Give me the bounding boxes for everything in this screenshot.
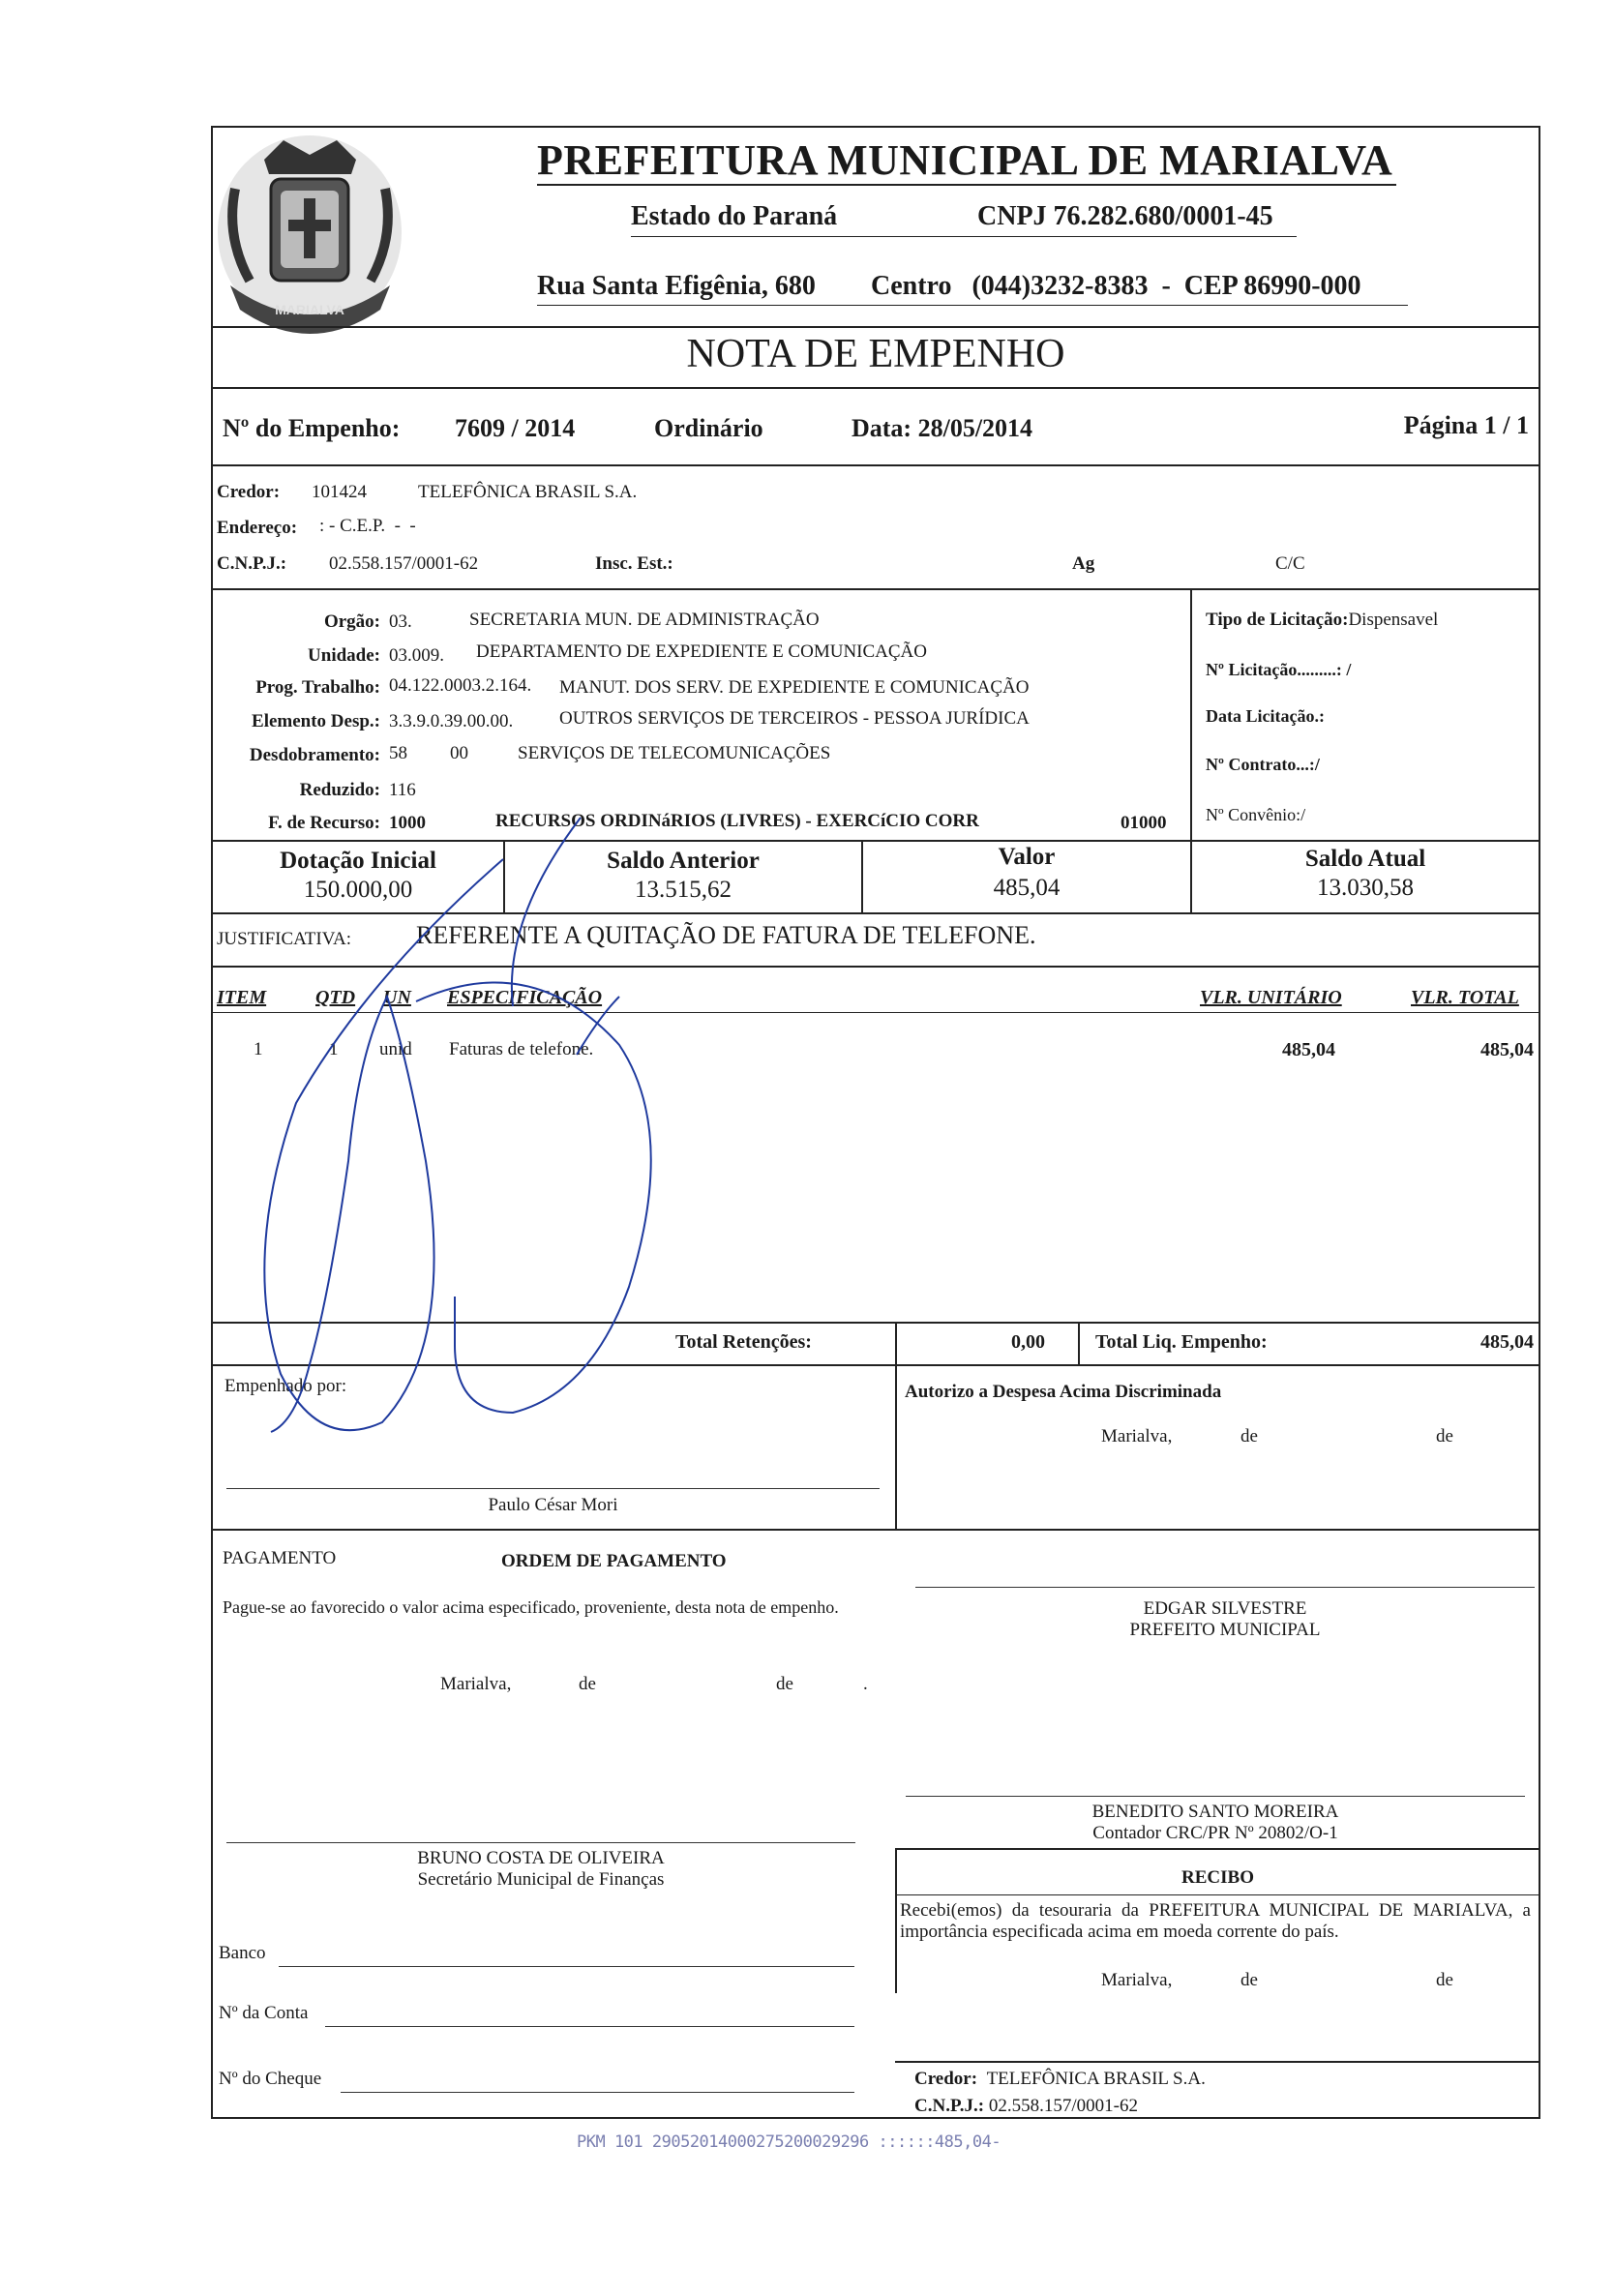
elemento-name: OUTROS SERVIÇOS DE TERCEIROS - PESSOA JURÍDICA xyxy=(559,708,1030,729)
page-indicator: Página 1 / 1 xyxy=(1403,411,1529,439)
street-address: Rua Santa Efigênia, 680 xyxy=(537,271,816,301)
agency-label: Ag xyxy=(1072,553,1095,574)
tipo-licitacao: Tipo de Licitação:Dispensavel xyxy=(1206,610,1439,630)
state-name: Estado do Paraná xyxy=(631,201,838,231)
credor-label: Credor: xyxy=(217,482,281,502)
pagamento-de1: de xyxy=(579,1674,596,1694)
orgao-code: 03. xyxy=(389,611,412,632)
autorizo-de1: de xyxy=(1240,1426,1258,1446)
recibo-place: Marialva, xyxy=(1101,1970,1173,1990)
address-label: Endereço: xyxy=(217,518,298,538)
reduzido-label: Reduzido: xyxy=(299,780,380,800)
empenho-date: Data: 28/05/2014 xyxy=(852,414,1033,442)
empenhado-name: Paulo César Mori xyxy=(488,1495,618,1515)
saldo-atual-value: 13.030,58 xyxy=(1317,875,1414,901)
col-un: UN xyxy=(383,987,411,1008)
row-item: 1 xyxy=(254,1039,263,1059)
empenho-number-label: Nº do Empenho: xyxy=(223,414,401,442)
row-total: 485,04 xyxy=(1480,1039,1534,1060)
numero-convenio: Nº Convênio:/ xyxy=(1206,805,1306,824)
autorizo-de2: de xyxy=(1436,1426,1453,1446)
prog-trabalho-name: MANUT. DOS SERV. DE EXPEDIENTE E COMUNICAÇÃO xyxy=(559,677,1030,698)
data-licitacao: Data Licitação.: xyxy=(1206,706,1325,726)
conta-label: Nº da Conta xyxy=(219,2003,309,2023)
col-item: ITEM xyxy=(217,987,267,1008)
cheque-label: Nº do Cheque xyxy=(219,2069,322,2089)
autorizo-label: Autorizo a Despesa Acima Discriminada xyxy=(905,1382,1222,1402)
rodape-cnpj: C.N.P.J.: 02.558.157/0001-62 xyxy=(914,2096,1138,2116)
valor-value: 485,04 xyxy=(993,875,1061,901)
prefeito-title: PREFEITO MUNICIPAL xyxy=(1129,1620,1321,1640)
autorizo-place: Marialva, xyxy=(1101,1426,1173,1446)
recurso-code: 1000 xyxy=(389,813,426,833)
secretario-name: BRUNO COSTA DE OLIVEIRA xyxy=(417,1848,665,1868)
retencoes-value: 0,00 xyxy=(1011,1331,1045,1353)
empenho-number: 7609 / 2014 xyxy=(455,414,576,442)
rodape-credor: Credor: TELEFÔNICA BRASIL S.A. xyxy=(914,2069,1206,2089)
numero-contrato: Nº Contrato...:/ xyxy=(1206,755,1320,774)
dotacao-value: 150.000,00 xyxy=(303,877,413,903)
recibo-text: Recebi(emos) da tesouraria da PREFEITURA MUNICIPAL DE MARIALVA, a importância especificada acima em moeda corrente do país. xyxy=(900,1900,1531,1942)
municipality-cnpj: CNPJ 76.282.680/0001-45 xyxy=(977,201,1273,231)
row-desc: Faturas de telefone. xyxy=(449,1039,594,1059)
col-vlr-total: VLR. TOTAL xyxy=(1411,987,1519,1008)
recurso-name: RECURSOS ORDINáRIOS (LIVRES) - EXERCíCIO CORR xyxy=(495,811,979,831)
ordem-pagamento-label: ORDEM DE PAGAMENTO xyxy=(501,1551,727,1571)
unidade-label: Unidade: xyxy=(308,645,380,666)
district-phone-cep: Centro (044)3232-8383 - CEP 86990-000 xyxy=(871,271,1361,301)
recurso-label: F. de Recurso: xyxy=(268,813,380,833)
recibo-de1: de xyxy=(1240,1970,1258,1990)
insc-est-label: Insc. Est.: xyxy=(595,553,673,574)
elemento-label: Elemento Desp.: xyxy=(252,711,380,731)
prefeito-name: EDGAR SILVESTRE xyxy=(1143,1598,1307,1619)
total-liq-value: 485,04 xyxy=(1480,1331,1534,1353)
elemento-code: 3.3.9.0.39.00.00. xyxy=(389,711,514,731)
contador-name: BENEDITO SANTO MOREIRA xyxy=(1091,1802,1339,1822)
pagamento-text: Pague-se ao favorecido o valor acima especificado, proveniente, desta nota de empenho. xyxy=(223,1597,839,1617)
orgao-name: SECRETARIA MUN. DE ADMINISTRAÇÃO xyxy=(469,610,820,630)
secretario-title: Secretário Municipal de Finanças xyxy=(417,1869,665,1890)
row-unit: 485,04 xyxy=(1282,1039,1335,1060)
credor-cnpj: 02.558.157/0001-62 xyxy=(329,553,479,574)
recibo-label: RECIBO xyxy=(1181,1867,1254,1888)
col-especificacao: ESPECIFICAÇÃO xyxy=(447,987,603,1008)
saldo-anterior-value: 13.515,62 xyxy=(635,877,732,903)
unidade-code: 03.009. xyxy=(389,645,444,666)
credor-address: : - C.E.P. - - xyxy=(319,516,416,536)
empenho-type: Ordinário xyxy=(654,414,763,442)
credor-name: TELEFÔNICA BRASIL S.A. xyxy=(418,482,638,502)
retencoes-label: Total Retenções: xyxy=(675,1331,812,1353)
reduzido-code: 116 xyxy=(389,780,416,800)
empenhado-label: Empenhado por: xyxy=(224,1376,347,1396)
unidade-name: DEPARTAMENTO DE EXPEDIENTE E COMUNICAÇÃO xyxy=(476,641,928,662)
dotacao-label: Dotação Inicial xyxy=(280,848,436,874)
account-label: C/C xyxy=(1275,553,1305,574)
row-un: unid xyxy=(379,1039,412,1059)
col-qtd: QTD xyxy=(315,987,356,1008)
justificativa-label: JUSTIFICATIVA: xyxy=(217,929,352,949)
prog-trabalho-label: Prog. Trabalho: xyxy=(255,677,380,698)
valor-label: Valor xyxy=(998,844,1056,870)
pagamento-label: PAGAMENTO xyxy=(223,1548,337,1568)
col-vlr-unitario: VLR. UNITÁRIO xyxy=(1200,987,1342,1008)
desdobramento-label: Desdobramento: xyxy=(249,745,380,765)
pagamento-dot: . xyxy=(863,1674,868,1694)
saldo-anterior-label: Saldo Anterior xyxy=(607,848,760,874)
credor-code: 101424 xyxy=(312,482,367,502)
pagamento-place: Marialva, xyxy=(440,1674,512,1694)
recurso-number: 01000 xyxy=(1121,813,1167,833)
orgao-label: Orgão: xyxy=(323,611,380,632)
recibo-de2: de xyxy=(1436,1970,1453,1990)
desdobramento-name: SERVIÇOS DE TELECOMUNICAÇÕES xyxy=(518,743,831,763)
saldo-atual-label: Saldo Atual xyxy=(1304,846,1426,872)
desdobramento-code: 58 xyxy=(389,743,407,763)
prog-trabalho-code: 04.122.0003.2.164. xyxy=(389,675,532,696)
pagamento-de2: de xyxy=(776,1674,793,1694)
row-qtd: 1 xyxy=(329,1039,339,1059)
document-title: NOTA DE EMPENHO xyxy=(686,332,1065,376)
banco-label: Banco xyxy=(219,1943,266,1963)
justificativa-text: REFERENTE A QUITAÇÃO DE FATURA DE TELEFONE. xyxy=(416,921,1036,949)
desdobramento-sub: 00 xyxy=(450,743,468,763)
svg-text:MARIALVA: MARIALVA xyxy=(275,302,344,317)
numero-licitacao: Nº Licitação.........: / xyxy=(1206,660,1352,679)
barcode-text: PKM 101 29052014000275200029296 ::::::485,04- xyxy=(577,2132,1001,2152)
municipality-title: PREFEITURA MUNICIPAL DE MARIALVA xyxy=(537,136,1393,184)
cnpj-label: C.N.P.J.: xyxy=(217,553,287,574)
total-liq-label: Total Liq. Empenho: xyxy=(1095,1331,1268,1353)
contador-title: Contador CRC/PR Nº 20802/O-1 xyxy=(1092,1823,1338,1843)
